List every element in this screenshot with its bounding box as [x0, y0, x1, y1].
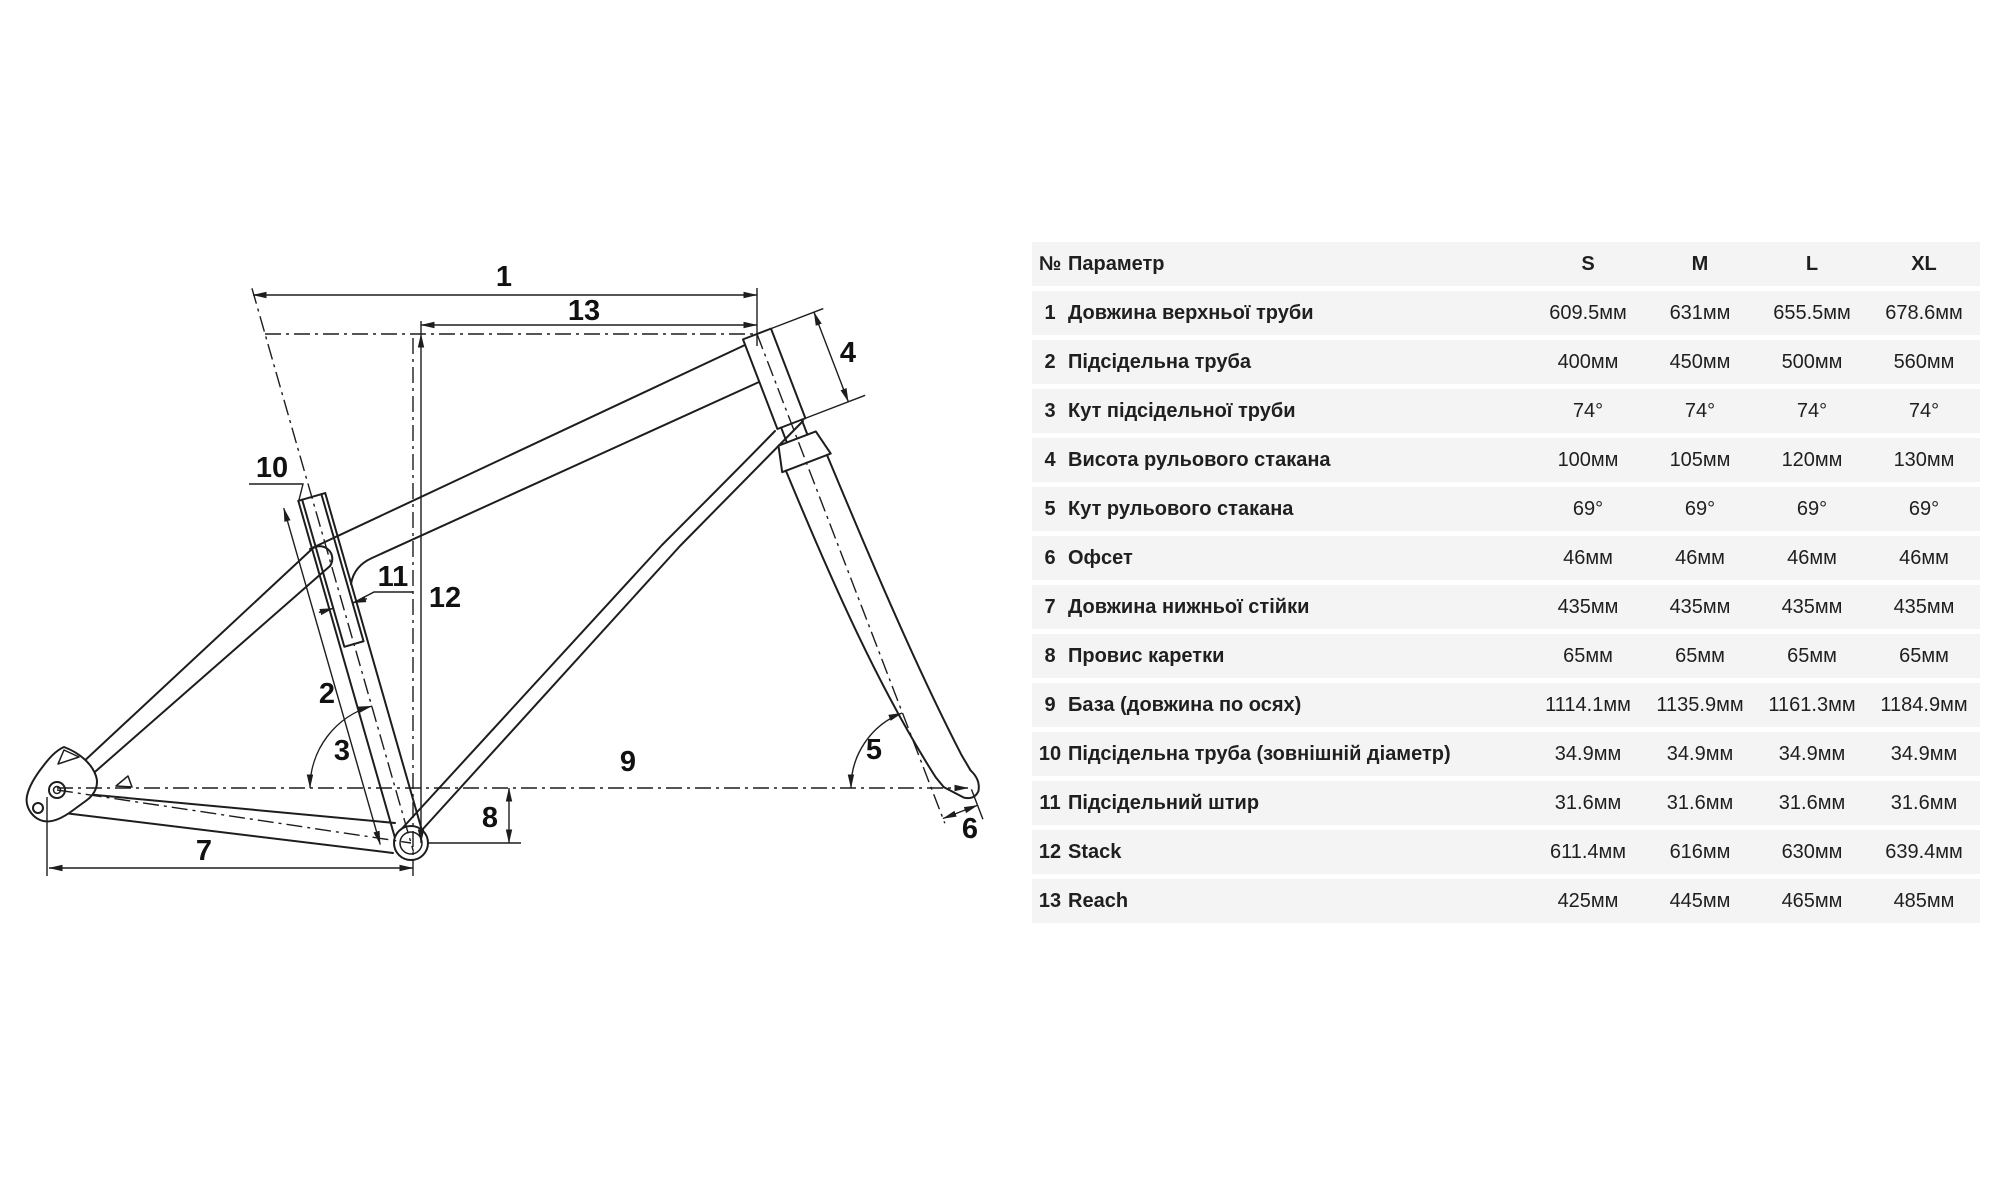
table-row: [1032, 634, 1980, 678]
cell-param: Підсідельна труба (зовнішній діаметр): [1068, 742, 1451, 765]
cell-l: 465мм: [1781, 889, 1843, 912]
cell-xl: 639.4мм: [1885, 840, 1963, 863]
cell-m: 435мм: [1669, 595, 1731, 618]
cell-num: 9: [1044, 693, 1056, 716]
cell-xl: 65мм: [1899, 644, 1949, 667]
cell-param: Кут рульового стакана: [1068, 497, 1294, 520]
dim-label-5: 5: [865, 734, 883, 766]
cell-xl: 31.6мм: [1890, 791, 1958, 814]
table-row: [1032, 732, 1980, 776]
cell-s: 400мм: [1557, 350, 1619, 373]
cell-s: 609.5мм: [1549, 301, 1627, 324]
cell-xl: 130мм: [1893, 448, 1955, 471]
dim-label-1: 1: [495, 261, 513, 293]
cell-num: 3: [1044, 399, 1056, 422]
cell-num: 7: [1044, 595, 1056, 618]
rear-dropout: [27, 747, 132, 821]
frame-outline: [27, 318, 983, 853]
head-tube: [743, 329, 805, 429]
table-row: [1032, 536, 1980, 580]
cell-param: Reach: [1068, 889, 1129, 912]
cell-param: Провис каретки: [1068, 644, 1225, 667]
cell-l: 74°: [1796, 399, 1828, 422]
cell-s: 69°: [1572, 497, 1604, 520]
cell-xl: 74°: [1908, 399, 1940, 422]
cell-l: 120мм: [1781, 448, 1843, 471]
header-size-l: L: [1805, 252, 1819, 275]
cell-param: Висота рульового стакана: [1068, 448, 1331, 471]
cell-l: 34.9мм: [1778, 742, 1846, 765]
cell-param: Довжина верхньої труби: [1068, 301, 1314, 324]
header-size-m: M: [1691, 252, 1709, 275]
table-row: [1032, 781, 1980, 825]
seat-stay: [66, 546, 332, 792]
cell-xl: 69°: [1908, 497, 1940, 520]
cell-l: 65мм: [1787, 644, 1837, 667]
geometry-table: [1032, 242, 1980, 928]
dim-label-2: 2: [318, 678, 336, 710]
cell-m: 1135.9мм: [1656, 693, 1744, 716]
cell-m: 31.6мм: [1666, 791, 1734, 814]
dim-label-9: 9: [619, 746, 637, 778]
dimension-labels: [196, 261, 978, 867]
dim-label-6: 6: [961, 813, 979, 845]
cell-m: 34.9мм: [1666, 742, 1734, 765]
cell-param: Stack: [1068, 840, 1122, 863]
down-tube: [397, 421, 803, 834]
cable-stop: [116, 776, 132, 787]
cell-l: 46мм: [1787, 546, 1837, 569]
cell-s: 435мм: [1557, 595, 1619, 618]
table-row: [1032, 879, 1980, 923]
cell-xl: 1184.9мм: [1880, 693, 1968, 716]
table-row: [1032, 291, 1980, 335]
cell-m: 631мм: [1669, 301, 1731, 324]
cell-param: Підсідельна труба: [1068, 350, 1251, 373]
geometry-table-rows: [1032, 291, 1980, 923]
cell-num: 5: [1044, 497, 1056, 520]
table-row: [1032, 389, 1980, 433]
cell-l: 31.6мм: [1778, 791, 1846, 814]
table-row: [1032, 438, 1980, 482]
cell-param: Підсідельний штир: [1068, 791, 1260, 814]
dim-label-3: 3: [333, 735, 351, 767]
cell-m: 616мм: [1669, 840, 1731, 863]
cell-m: 65мм: [1675, 644, 1725, 667]
top-tube: [310, 345, 759, 584]
dim-label-12: 12: [428, 582, 462, 614]
dim-4-extension-top: [771, 309, 823, 329]
dim-label-4: 4: [839, 337, 857, 369]
hanger-hole: [33, 803, 43, 813]
cell-s: 46мм: [1563, 546, 1613, 569]
leader-11: [353, 592, 413, 603]
table-header-row: [1032, 242, 1980, 286]
cell-xl: 46мм: [1899, 546, 1949, 569]
cell-param: Довжина нижньої стійки: [1068, 595, 1310, 618]
head-tube-fork: [733, 318, 983, 820]
cell-num: 8: [1044, 644, 1056, 667]
table-row: [1032, 487, 1980, 531]
cell-s: 74°: [1572, 399, 1604, 422]
cell-xl: 678.6мм: [1885, 301, 1963, 324]
cell-l: 630мм: [1781, 840, 1843, 863]
cell-s: 425мм: [1557, 889, 1619, 912]
header-size-s: S: [1581, 252, 1595, 275]
fork-blade-back: [786, 459, 944, 800]
cell-s: 611.4мм: [1549, 840, 1627, 863]
cell-xl: 34.9мм: [1890, 742, 1958, 765]
table-row: [1032, 830, 1980, 874]
cell-l: 500мм: [1781, 350, 1843, 373]
cell-num: 2: [1044, 350, 1056, 373]
header-size-xl: XL: [1911, 252, 1937, 275]
cell-l: 1161.3мм: [1768, 693, 1856, 716]
leader-10: [249, 484, 303, 500]
dim-label-13: 13: [567, 295, 601, 327]
table-row: [1032, 585, 1980, 629]
construction-lines: [57, 288, 968, 878]
cell-num: 13: [1038, 889, 1062, 912]
dim-label-10: 10: [255, 452, 289, 484]
cell-m: 450мм: [1669, 350, 1731, 373]
dim-label-7: 7: [195, 835, 213, 867]
cell-xl: 560мм: [1893, 350, 1955, 373]
cell-xl: 485мм: [1893, 889, 1955, 912]
cell-s: 65мм: [1563, 644, 1613, 667]
cell-m: 74°: [1684, 399, 1716, 422]
dim-label-8: 8: [481, 802, 499, 834]
chain-stay: [64, 793, 395, 853]
header-param: Параметр: [1068, 252, 1165, 275]
cell-l: 655.5мм: [1773, 301, 1851, 324]
cell-s: 100мм: [1557, 448, 1619, 471]
cell-param: База (довжина по осях): [1068, 693, 1302, 716]
cell-l: 69°: [1796, 497, 1828, 520]
dim-4-extension-bottom: [805, 395, 865, 418]
cell-s: 1114.1мм: [1545, 693, 1631, 716]
cell-s: 31.6мм: [1554, 791, 1622, 814]
table-row: [1032, 683, 1980, 727]
cell-num: 6: [1044, 546, 1056, 569]
cell-m: 445мм: [1669, 889, 1731, 912]
cell-param: Офсет: [1068, 546, 1133, 569]
cell-param: Кут підсідельної труби: [1068, 399, 1296, 422]
cell-m: 69°: [1684, 497, 1716, 520]
cell-num: 12: [1038, 840, 1062, 863]
cell-m: 105мм: [1669, 448, 1731, 471]
cell-xl: 435мм: [1893, 595, 1955, 618]
cell-num: 11: [1039, 791, 1061, 814]
cell-num: 1: [1044, 301, 1056, 324]
chainstay-axis: [57, 790, 411, 843]
dim-label-11: 11: [377, 561, 409, 593]
header-num: №: [1038, 252, 1062, 275]
cell-num: 4: [1044, 448, 1056, 471]
cell-num: 10: [1038, 742, 1062, 765]
cell-s: 34.9мм: [1554, 742, 1622, 765]
cell-l: 435мм: [1781, 595, 1843, 618]
steering-axis: [757, 334, 945, 823]
cell-m: 46мм: [1675, 546, 1725, 569]
table-row: [1032, 340, 1980, 384]
